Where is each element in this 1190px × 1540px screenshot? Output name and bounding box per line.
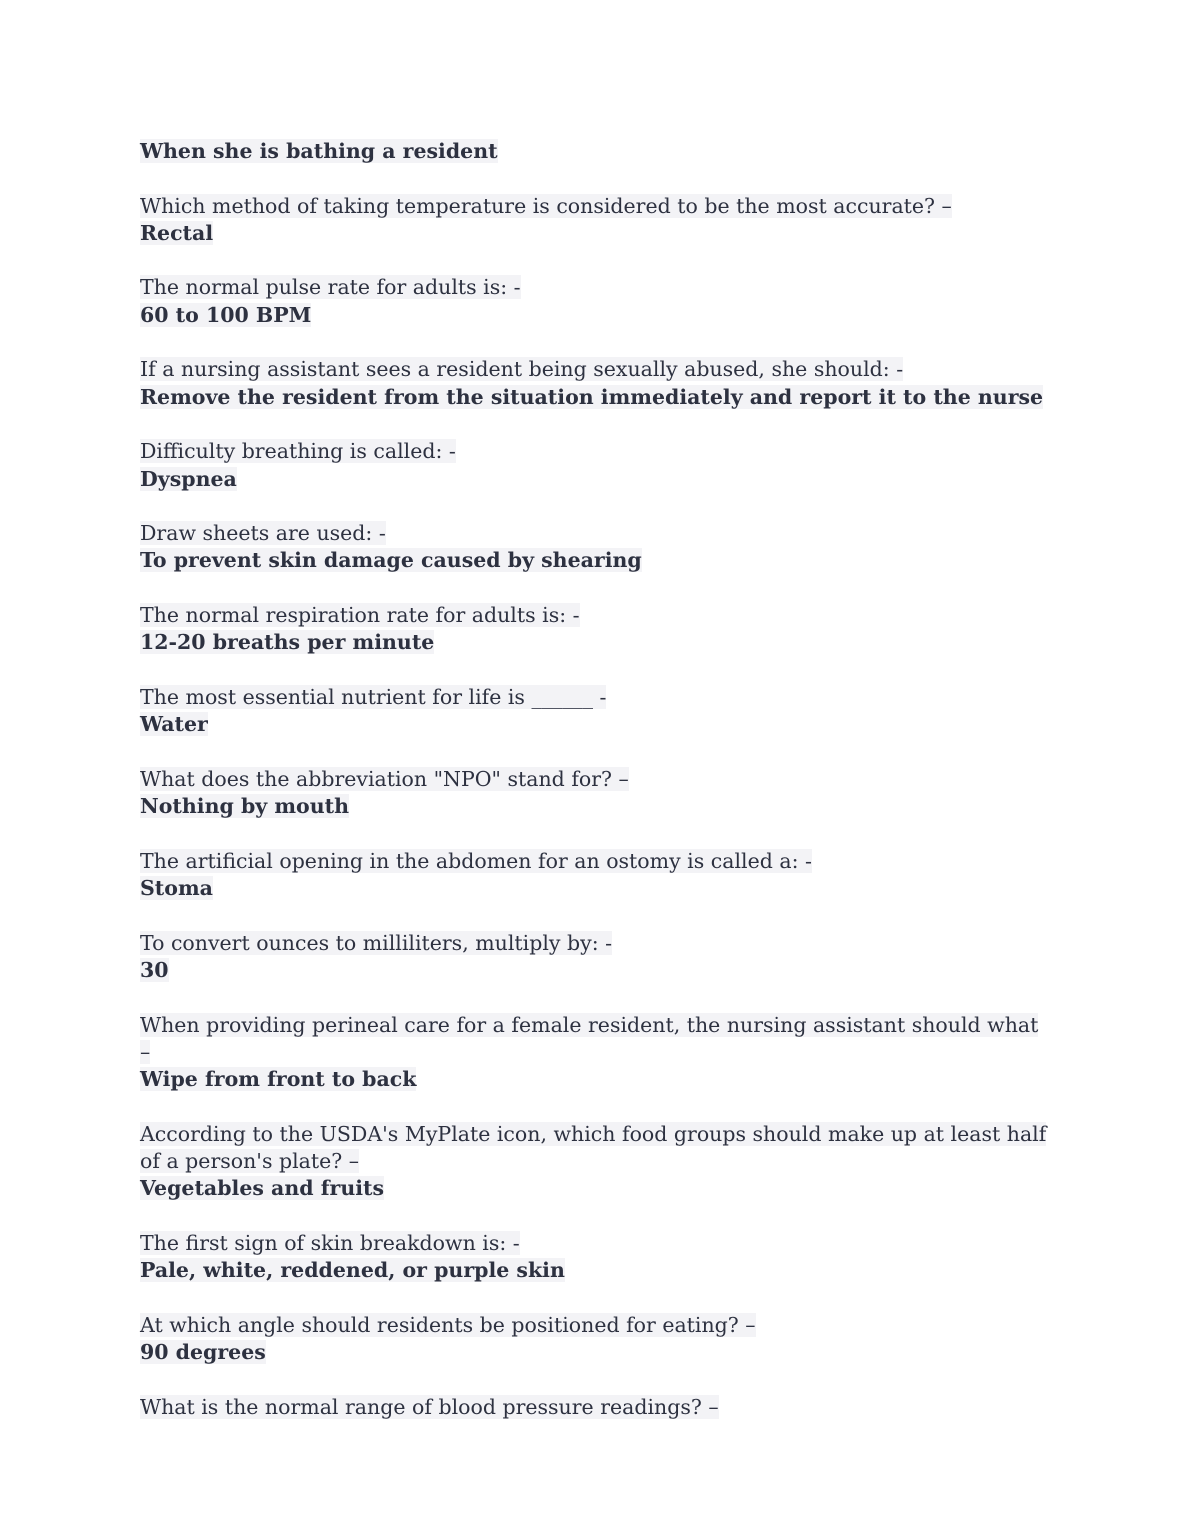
question-highlight: At which angle should residents be positioned for eating? – [140,1312,756,1337]
paragraph-gap [140,902,1050,929]
answer-highlight: 60 to 100 BPM [140,302,312,327]
paragraph-gap [140,329,1050,356]
question-highlight: Draw sheets are used: - [140,521,386,546]
answer-text [140,875,1050,902]
question-text [140,1312,1050,1339]
question-text [140,930,1050,957]
question-highlight: What is the normal range of blood pressure readings? – [140,1394,719,1419]
paragraph-gap [140,411,1050,438]
answer-text [140,302,1050,329]
answer-highlight: Stoma [140,876,213,901]
question-text [140,1394,1050,1421]
answer-highlight: 12-20 breaths per minute [140,630,435,655]
question-highlight: When providing perineal care for a female resident, the nursing assistant should what – [140,1012,1039,1064]
question-highlight: What does the abbreviation "NPO" stand for? – [140,766,629,791]
question-text [140,193,1050,220]
question-text [140,1121,1050,1176]
answer-text [140,711,1050,738]
paragraph-gap [140,1203,1050,1230]
question-text [140,520,1050,547]
answer-text [140,1175,1050,1202]
paragraph-gap [140,820,1050,847]
question-highlight: The first sign of skin breakdown is: - [140,1230,520,1255]
question-highlight: According to the USDA's MyPlate icon, which food groups should make up at least half of a person's plate? – [140,1121,1047,1173]
answer-highlight: Pale, white, reddened, or purple skin [140,1258,565,1283]
answer-highlight: Vegetables and fruits [140,1176,385,1201]
answer-highlight: 90 degrees [140,1340,266,1365]
answer-text [140,547,1050,574]
paragraph-gap [140,1284,1050,1311]
answer-text [140,1066,1050,1093]
answer-highlight: Nothing by mouth [140,794,349,819]
answer-text [140,466,1050,493]
question-text [140,684,1050,711]
paragraph-gap [140,739,1050,766]
answer-highlight: Wipe from front to back [140,1067,417,1092]
question-text [140,274,1050,301]
answer-highlight: 30 [140,957,169,982]
answer-highlight: To prevent skin damage caused by shearing [140,548,642,573]
answer-text [140,384,1050,411]
paragraph-gap [140,1093,1050,1120]
answer-text [140,220,1050,247]
question-highlight: To convert ounces to milliliters, multiply by: - [140,930,613,955]
question-text [140,356,1050,383]
question-text [140,1012,1050,1067]
answer-text [140,1257,1050,1284]
answer-highlight: Water [140,712,208,737]
answer-highlight: When she is bathing a resident [140,139,498,163]
question-text [140,438,1050,465]
answer-text [140,957,1050,984]
paragraph-gap [140,493,1050,520]
answer-text [140,629,1050,656]
question-text [140,1230,1050,1257]
question-text [140,602,1050,629]
question-text [140,848,1050,875]
answer-highlight: Dyspnea [140,466,237,491]
question-highlight: The normal pulse rate for adults is: - [140,275,521,300]
document-body [140,138,1050,1421]
question-text [140,766,1050,793]
answer-text [140,1339,1050,1366]
paragraph-gap [140,165,1050,192]
question-highlight: If a nursing assistant sees a resident being sexually abused, she should: - [140,357,904,382]
question-highlight: Which method of taking temperature is considered to be the most accurate? – [140,193,952,218]
answer-text [140,138,1050,165]
answer-highlight: Remove the resident from the situation immediately and report it to the nurse [140,384,1044,409]
question-highlight: The artificial opening in the abdomen for an ostomy is called a: - [140,848,812,873]
question-highlight: The normal respiration rate for adults is: - [140,603,580,628]
paragraph-gap [140,247,1050,274]
paragraph-gap [140,575,1050,602]
paragraph-gap [140,657,1050,684]
paragraph-gap [140,1366,1050,1393]
answer-text [140,793,1050,820]
question-highlight: Difficulty breathing is called: - [140,439,456,464]
paragraph-gap [140,984,1050,1011]
answer-highlight: Rectal [140,220,214,245]
question-highlight: The most essential nutrient for life is ______ - [140,684,607,709]
